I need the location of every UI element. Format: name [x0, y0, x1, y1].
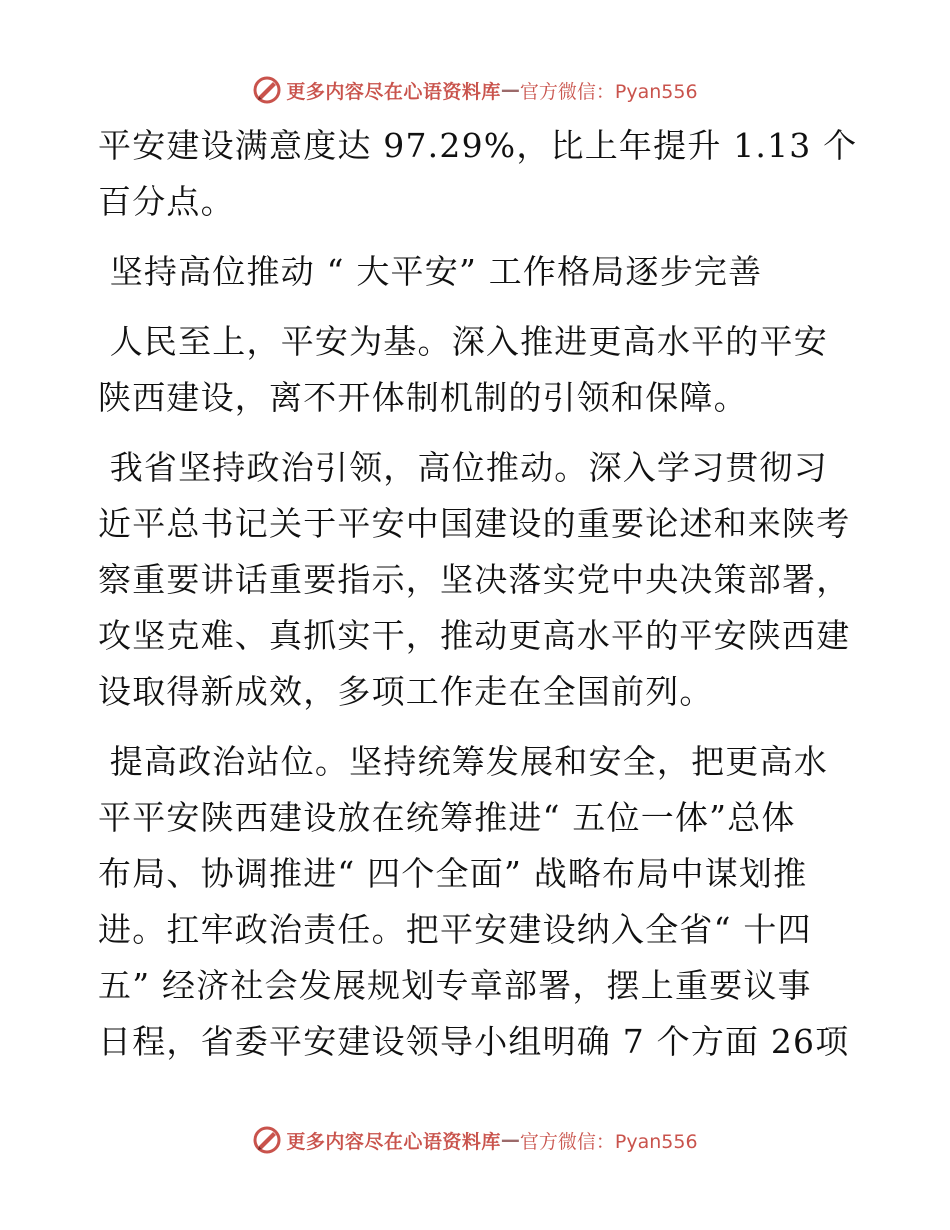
book-pen-logo-icon [252, 75, 282, 105]
watermark-dash: — [500, 1129, 520, 1151]
watermark-text: 更多内容尽在心语资料库 [286, 80, 501, 103]
paragraph-4 [98, 734, 858, 1070]
text-line: 提高政治站位。坚持统筹发展和安全，把更高水 [98, 742, 828, 781]
watermark-contact: 官方微信：Pyan556 [519, 1130, 698, 1153]
text-line: 人民至上，平安为基。深入推进更高水平的平安 [98, 322, 828, 361]
watermark-contact: 官方微信：Pyan556 [519, 80, 698, 103]
paragraph-1 [98, 118, 858, 230]
text-line: 我省坚持政治引领，高位推动。深入学习贯彻习 [98, 448, 828, 487]
paragraph-2 [98, 314, 858, 426]
text-line: 察重要讲话重要指示，坚决落实党中央决策部署， [98, 560, 851, 599]
text-line: 平安建设满意度达 97.29%，比上年提升 1.13 个 [98, 126, 858, 165]
text-line: 近平总书记关于平安中国建设的重要论述和来陕考 [98, 504, 851, 543]
document-body [98, 118, 858, 1070]
watermark-dash: — [500, 79, 520, 101]
section-heading [98, 244, 858, 300]
text-line: 坚持高位推动 “ 大平安” 工作格局逐步完善 [98, 252, 763, 291]
text-line: 五” 经济社会发展规划专章部署，摆上重要议事 [98, 966, 812, 1005]
text-line: 平平安陕西建设放在统筹推进“ 五位一体”总体 [98, 798, 796, 837]
header-watermark-banner [0, 70, 950, 110]
paragraph-3 [98, 440, 858, 720]
book-pen-logo-icon [252, 1125, 282, 1155]
text-line: 设取得新成效，多项工作走在全国前列。 [98, 672, 714, 711]
text-line: 日程，省委平安建设领导小组明确 7 个方面 26项 [98, 1022, 850, 1061]
text-line: 进。扛牢政治责任。把平安建设纳入全省“ 十四 [98, 910, 812, 949]
text-line: 陕西建设，离不开体制机制的引领和保障。 [98, 378, 748, 417]
text-line: 百分点。 [98, 182, 235, 221]
text-line: 攻坚克难、真抓实干，推动更高水平的平安陕西建 [98, 616, 851, 655]
watermark-text: 更多内容尽在心语资料库 [286, 1130, 501, 1153]
text-line: 布局、协调推进“ 四个全面” 战略布局中谋划推 [98, 854, 808, 893]
footer-watermark-banner [0, 1120, 950, 1160]
